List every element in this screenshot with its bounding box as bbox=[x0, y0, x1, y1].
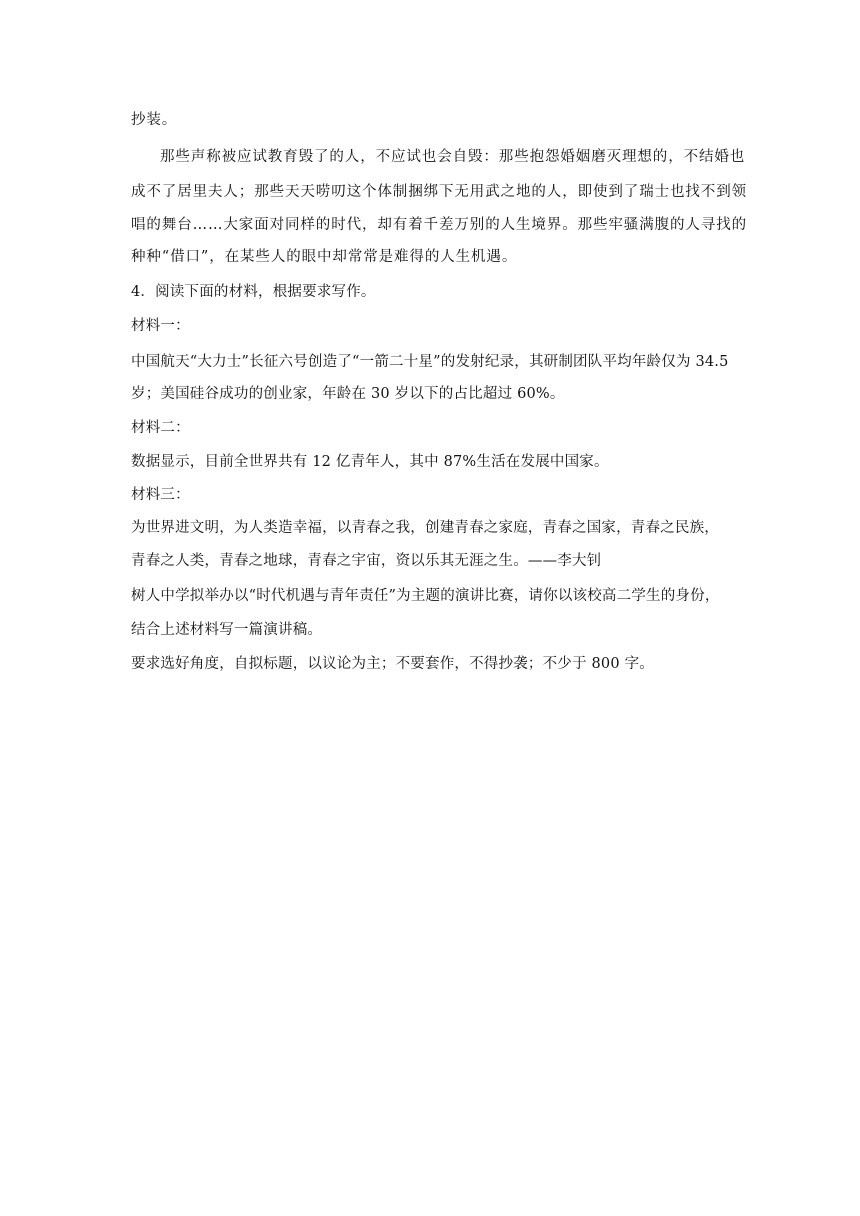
excerpt-line: 成不了居里夫人；那些天天唠叨这个体制捆绑下无用武之地的人，即使到了瑞士也找不到领 bbox=[131, 184, 747, 200]
material-text: 为世界进文明，为人类造幸福，以青春之我，创建青春之家庭，青春之国家，青春之民族， bbox=[131, 520, 719, 536]
question-prompt: 4．阅读下面的材料，根据要求写作。 bbox=[131, 284, 376, 300]
excerpt-line: 那些声称被应试教育毁了的人，不应试也会自毁：那些抱怨婚姻磨灭理想的，不结婚也 bbox=[160, 149, 746, 165]
material-heading: 材料一： bbox=[131, 318, 190, 334]
excerpt-line: 种种“借口”，在某些人的眼中却常常是难得的人生机遇。 bbox=[131, 249, 518, 265]
excerpt-line: 抄装。 bbox=[131, 112, 178, 128]
material-heading: 材料三： bbox=[131, 487, 190, 503]
task-text: 树人中学拟举办以“时代机遇与青年责任”为主题的演讲比赛，请你以该校高二学生的身份， bbox=[131, 588, 720, 604]
material-text: 数据显示，目前全世界共有 12 亿青年人，其中 87%生活在发展中国家。 bbox=[131, 454, 609, 470]
requirements-text: 要求选好角度，自拟标题，以议论为主；不要套作，不得抄袭；不少于 800 字。 bbox=[131, 656, 654, 672]
material-heading: 材料二： bbox=[131, 420, 190, 436]
task-text: 结合上述材料写一篇演讲稿。 bbox=[131, 622, 323, 638]
material-text: 青春之人类，青春之地球，青春之宇宙，资以乐其无涯之生。——李大钊 bbox=[131, 553, 602, 569]
material-text: 中国航天“大力士”长征六号创造了“一箭二十星”的发射纪录，其研制团队平均年龄仅为 34.5 bbox=[131, 354, 729, 370]
material-text: 岁；美国硅谷成功的创业家，年龄在 30 岁以下的占比超过 60%。 bbox=[131, 386, 565, 402]
excerpt-line: 唱的舞台……大家面对同样的时代，却有着千差万别的人生境界。那些牢骚满腹的人寻找的 bbox=[131, 217, 747, 233]
